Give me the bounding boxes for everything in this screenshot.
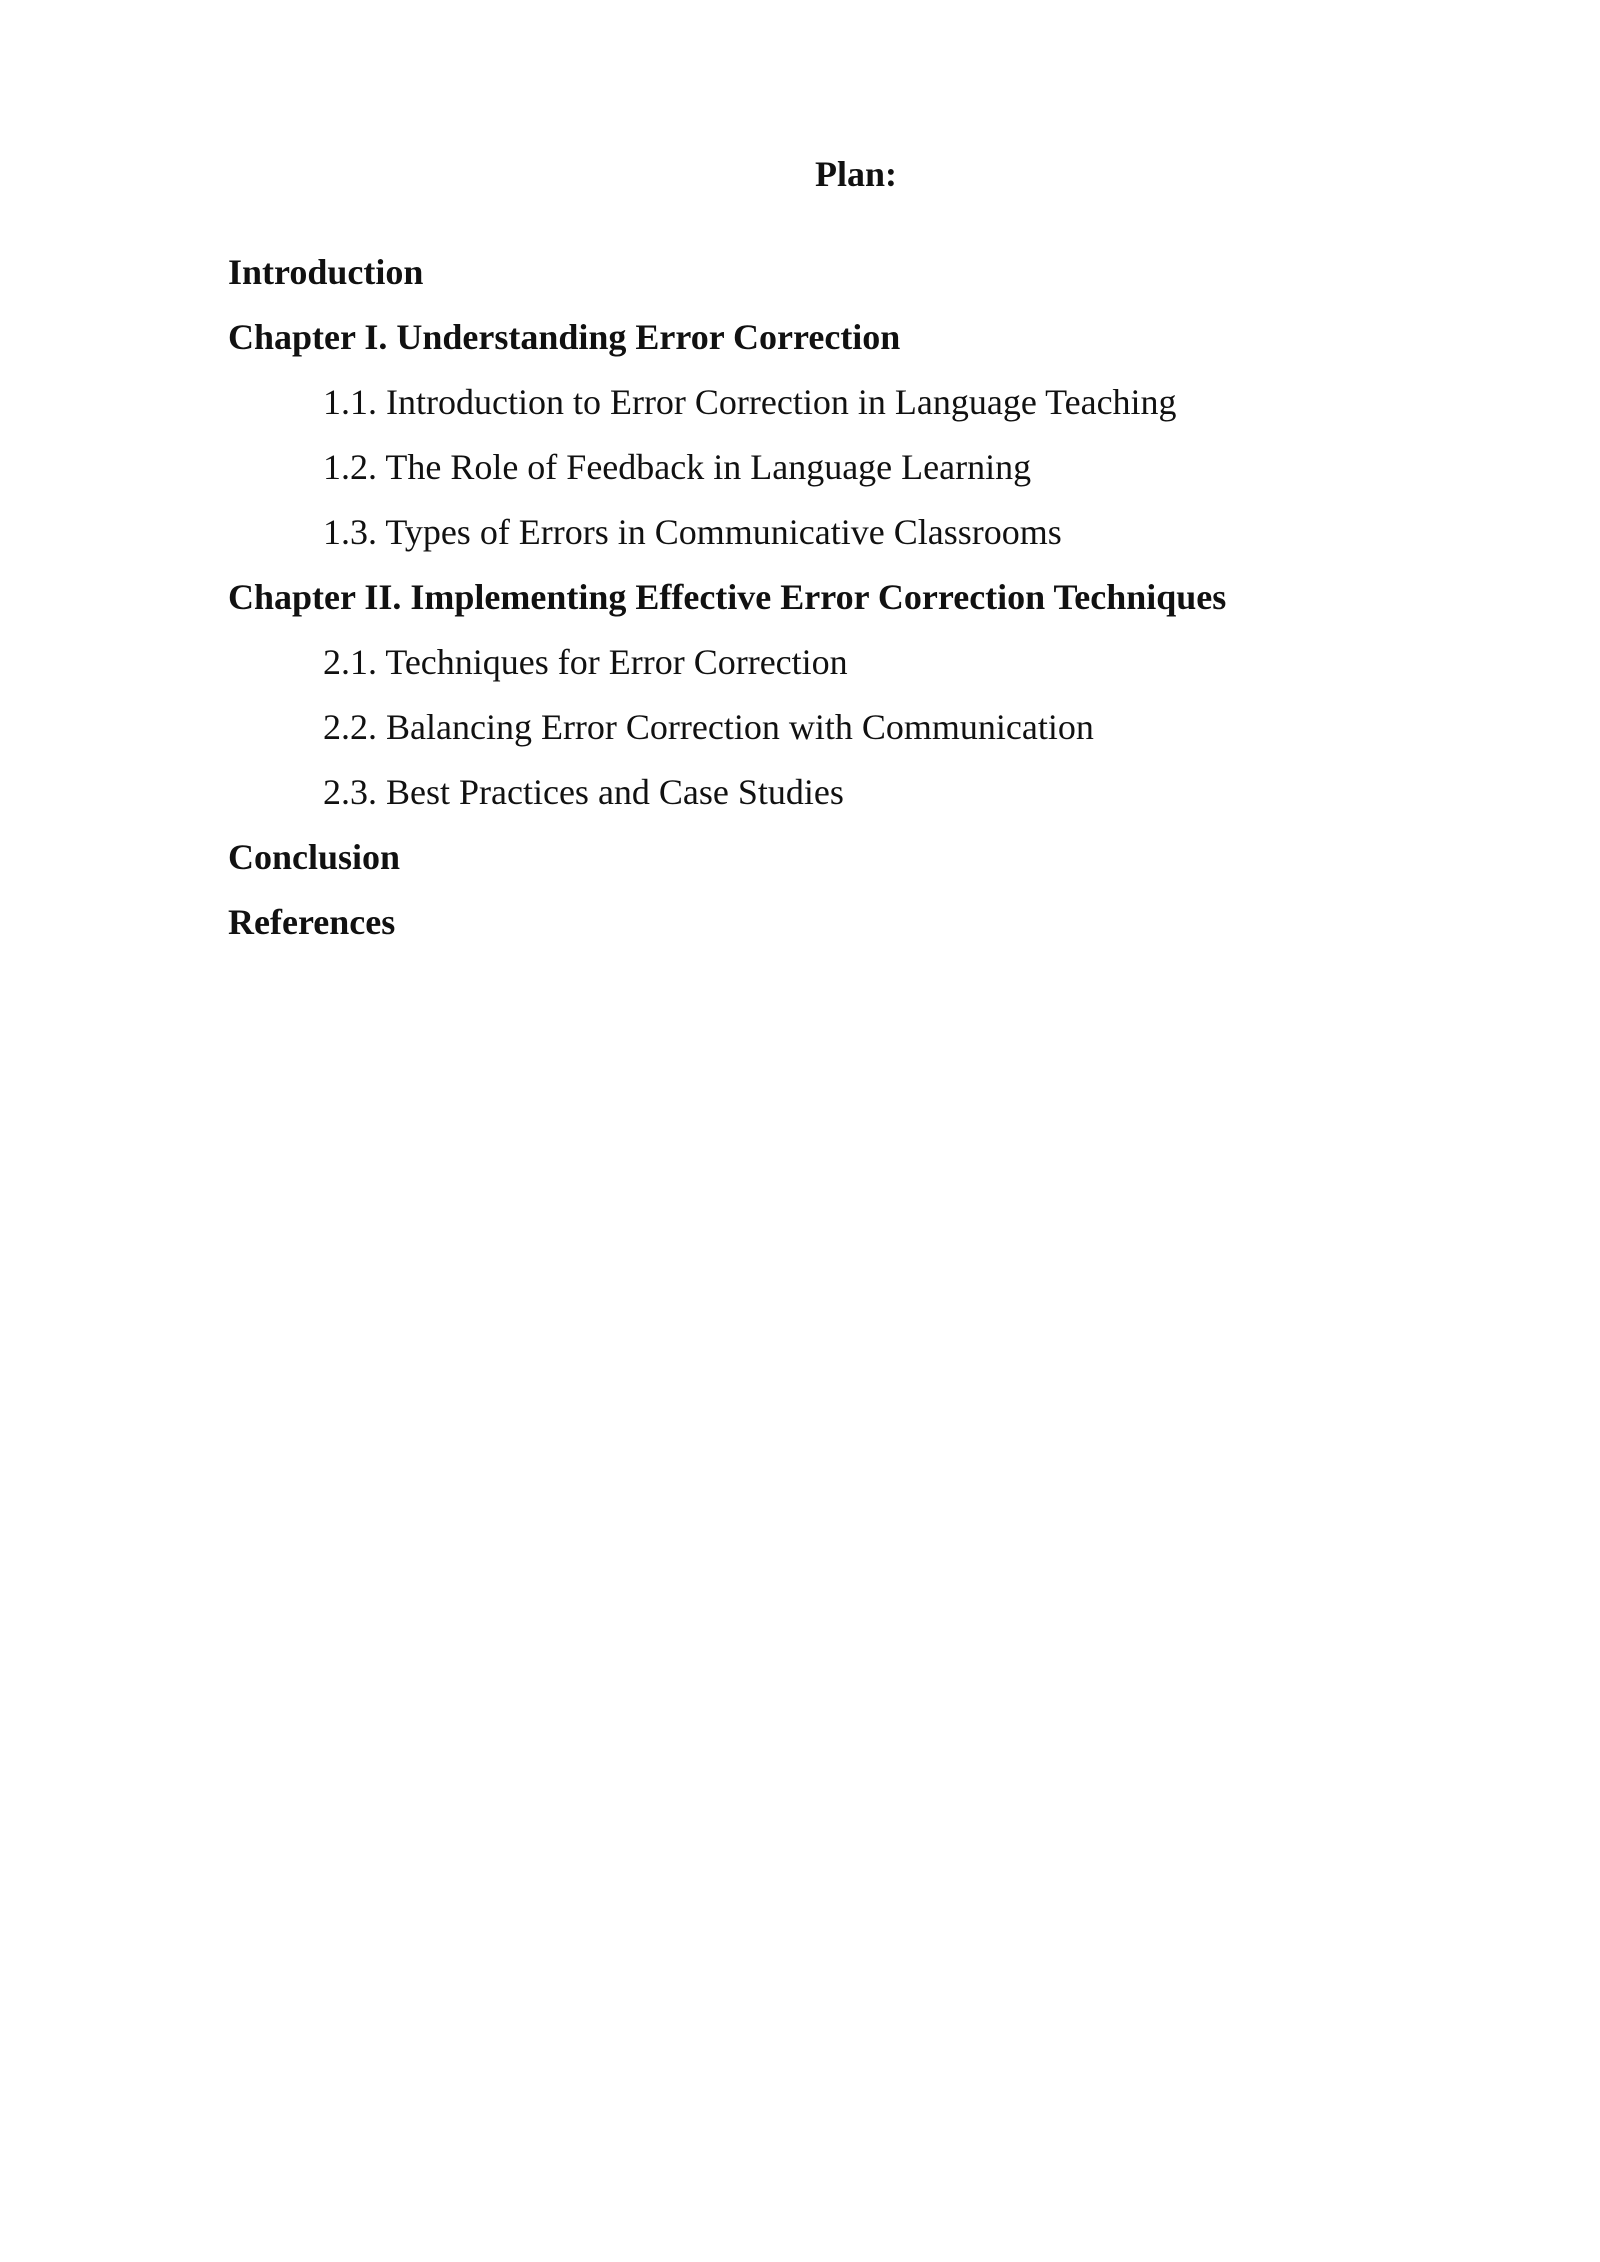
toc-item-introduction: Introduction	[228, 252, 424, 292]
toc-item-1-1: 1.1. Introduction to Error Correction in Language Teaching	[323, 382, 1177, 422]
toc-item-2-3: 2.3. Best Practices and Case Studies	[323, 772, 844, 812]
toc-item-1-3: 1.3. Types of Errors in Communicative Classrooms	[323, 512, 1062, 552]
page-title: Plan:	[814, 154, 897, 194]
toc-item-chapter-1: Chapter I. Understanding Error Correction	[228, 317, 901, 357]
toc-item-chapter-2: Chapter II. Implementing Effective Error Correction Techniques	[228, 577, 1227, 617]
toc-item-1-2: 1.2. The Role of Feedback in Language Learning	[323, 447, 1032, 487]
toc-item-2-2: 2.2. Balancing Error Correction with Communication	[323, 707, 1094, 747]
table-of-contents	[228, 246, 1428, 961]
toc-item-2-1: 2.1. Techniques for Error Correction	[323, 642, 848, 682]
toc-item-conclusion: Conclusion	[228, 837, 401, 877]
toc-item-references: References	[228, 902, 396, 942]
